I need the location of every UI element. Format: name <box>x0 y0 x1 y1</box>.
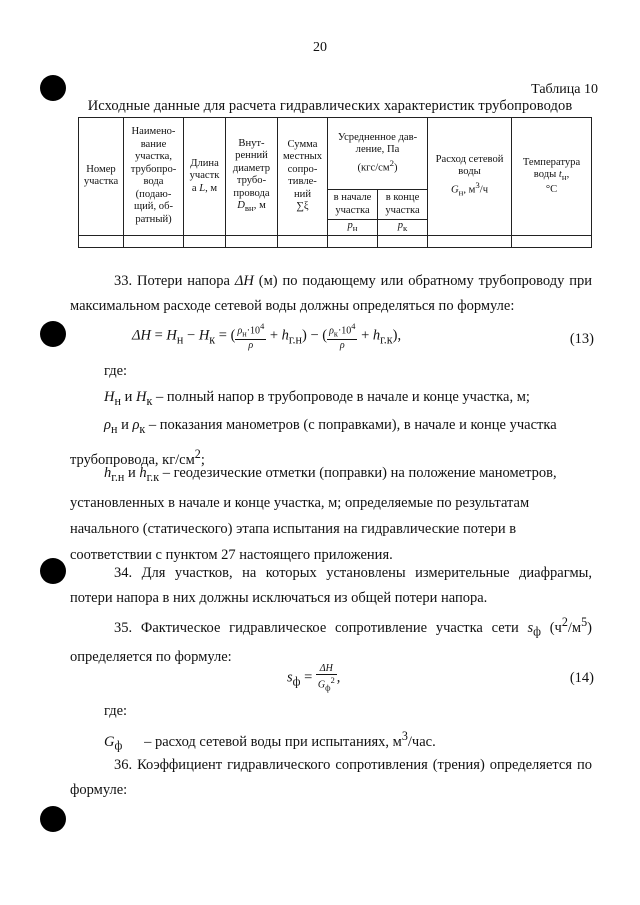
th-length: Длина участк а L, м <box>184 118 226 236</box>
paragraph-36: 36. Коэффициент гидравлического сопротивления (трения) определяется по формуле: <box>70 757 592 798</box>
punch-hole <box>40 806 66 832</box>
th-p-start-symbol: $p_н$ <box>328 220 378 236</box>
th-p-start: в начале участка <box>328 190 378 220</box>
formula-14-number: (14) <box>569 670 594 686</box>
th-p-end-symbol: $p_к$ <box>378 220 428 236</box>
formula-13: $\Delta H = H_н - H_к$ = ( $\frac{\rho_н\cdot 10^4}{\rho}$ + $h_{г.н}$) − ( $\frac{\rho_к\cdot 10^4}{\rho}$ + $h_{г.к}$), <box>132 322 402 352</box>
table-row <box>79 235 592 247</box>
paragraph-34: 34. Для участков, на которых установлены измерительные диафрагмы, потери напора в них должны исключаться из общей потери напора. <box>70 565 592 606</box>
definition-h: $H_н$ и $H_к$ – полный напор в трубопроводе в начале и конце участка, м; <box>104 389 530 408</box>
punch-hole <box>40 75 66 101</box>
table-title: Исходные данные для расчета гидравлических характеристик трубопроводов <box>87 98 573 114</box>
data-table <box>78 117 592 248</box>
definition-g: $G_ф$ – расход сетевой воды при испытаниях, $м^3$/час. <box>104 729 436 753</box>
where-label-2: где: <box>104 703 128 719</box>
punch-hole <box>40 558 66 584</box>
definition-hg: $h_{г.н}$ и $h_{г.к}$ – геодезические отметки (поправки) на положение манометров, установленных в начале и конце участка, м; определяемые по результатам начального (статического) этапа испытания на гидравлические потери в соответствии с пунктом 27 настоящего приложения. <box>70 465 557 563</box>
th-pressure: Усредненное дав- ление, Па $(кгс/см^2)$ <box>328 118 428 190</box>
formula-13-number: (13) <box>569 331 594 347</box>
th-p-end: в конце участка <box>378 190 428 220</box>
definition-rho: $\rho_н$ и $\rho_к$ – показания манометров (с поправками), в начале и конце участка трубопровода, $кг/см^2$; <box>70 417 557 468</box>
th-name: Наимено- вание участка, трубопро- вода (подаю- щий, об- ратный) <box>124 118 184 236</box>
paragraph-33: 33. Потери напора ΔH (м) по подающему или обратному трубопроводу при максимальном расходе сетевой воды должны определяться по формуле: <box>70 273 593 314</box>
formula-14: $s_ф$ = $\frac{\Delta H}{G_ф^2}$ , <box>287 663 341 693</box>
paragraph-35: 35. Фактическое гидравлическое сопротивление участка сети $s_ф$ $(ч^2/м^5)$ определяется по формуле: <box>70 615 592 665</box>
table-label: Таблица 10 <box>531 82 598 97</box>
punch-hole <box>40 321 66 347</box>
th-resistance: Сумма местных сопро- тивле- ний ∑ξ <box>278 118 328 236</box>
th-diameter: Внут- ренний диаметр трубо- провода $D_{вн}$, м <box>226 118 278 236</box>
where-label: где: <box>104 363 128 379</box>
page-number: 20 <box>313 40 327 55</box>
th-temperature: Температура воды $t_н$, °С <box>512 118 592 236</box>
th-flow: Расход сетевой воды $G_н$, $м^3/ч$ <box>428 118 512 236</box>
th-number: Номер участка <box>79 118 124 236</box>
